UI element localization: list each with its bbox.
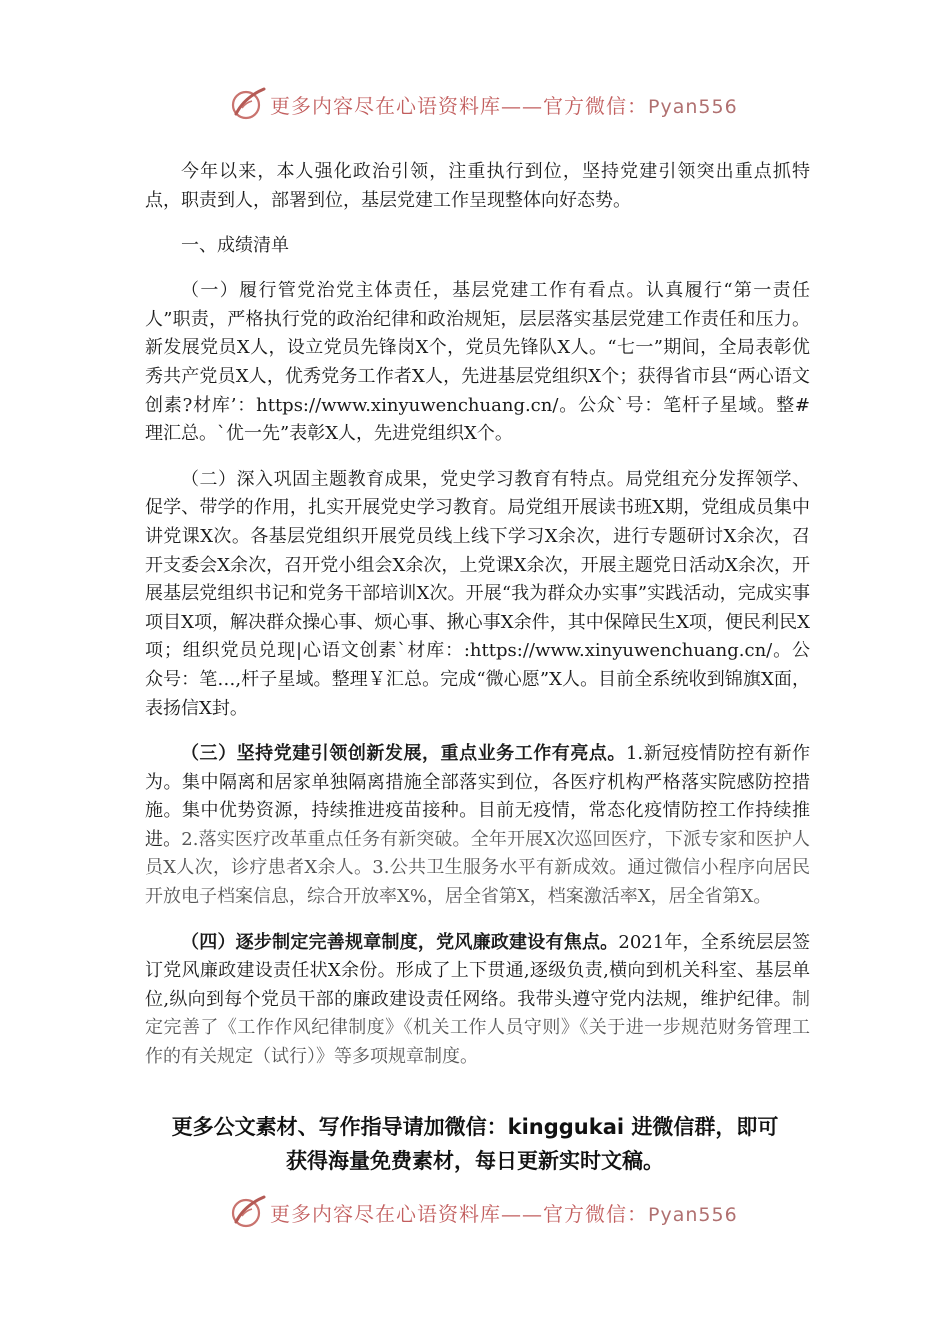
item-lead: （一）履行管党治党主体责任，基层党建工作有看点。 (181, 280, 646, 302)
section-title: 一、成绩清单 (181, 235, 289, 257)
item-paragraph-2 (145, 466, 810, 723)
item-paragraph-3 (145, 740, 810, 912)
item-body: 局党组充分发挥领学、促学、带学的作用，扎实开展党史学习教育。局党组开展读书班X期，党组成员集中讲党课X次。各基层党组织开展党员线上线下学习X余次，进行专题研讨X余次，召开支委会X余次，召开党小组会X余次，上党课X余次，开展主题党日活动X余次，开展基层党组织书记和党务干部培训X次。开展“我为群众办实事”实践活动，完成实事项目X项，解决群众操心事、烦心事、揪心事X余件，其中保障民生X项，便民利民X项；组织党员兑现|心语文创素`材库：:https://www.xinyuwenchuang.cn/。公众号：笔…,杆子星域。整理￥汇总。完成“微心愿”X人。目前全系统收到锦旗X面，表扬信X封。 (145, 468, 811, 719)
item-body: 认真履行“第一责任人”职责，严格执行党的政治纪律和政治规矩，层层落实基层党建工作责任和压力。新发展党员X人，设立党员先锋岗X个，党员先锋队X人。“七一”期间，全局表彰优秀共产党员X人，优秀党务工作者X人，先进基层党组织X个；获得省市县“两心语文创素?材库’：https://www.xinyuwenchuang.cn/。公众`号：笔杆子星域。整#理汇总。`优一先”表彰X人，先进党组织X个。 (145, 280, 811, 445)
brush-logo-icon (228, 84, 268, 124)
footer-promo-note (100, 1110, 850, 1178)
wechat-id: Pyan556 (648, 1203, 738, 1226)
item-lead: （二）深入巩固主题教育成果，党史学习教育有特点。 (181, 468, 626, 490)
brush-logo-icon (228, 1192, 268, 1232)
footer-watermark-banner (228, 1192, 748, 1232)
item-lead: （四）逐步制定完善规章制度，党风廉政建设有焦点。 (181, 931, 619, 953)
footer-line-2: 获得海量免费素材，每日更新实时文稿。 (286, 1149, 664, 1173)
item-body: 1.新冠疫情防控有新作为。集中隔离和居家单独隔离措施全部落实到位，各医疗机构严格落实院感防控措施。集中优势资源，持续推进疫苗接种。目前无疫情，常态化疫情防控工作持续推进。 (145, 743, 810, 850)
document-body (145, 158, 810, 1072)
banner-text: 更多内容尽在心语资料库——官方微信：Pyan556 (270, 1201, 738, 1226)
wechat-id: Pyan556 (648, 95, 738, 118)
item-lead: （三）坚持党建引领创新发展，重点业务工作有亮点。 (181, 743, 626, 765)
item-body-gray: 制定完善了《工作作风纪律制度》《机关工作人员守则》《关于进一步规范财务管理工作的有关规定（试行）》等多项规章制度。 (145, 988, 810, 1068)
intro-paragraph: 今年以来，本人强化政治引领，注重执行到位，坚持党建引领突出重点抓特点，职责到人，部署到位，基层党建工作呈现整体向好态势。 (145, 161, 810, 211)
item-paragraph-4 (145, 929, 810, 1072)
item-body: 2021年，全系统层层签订党风廉政建设责任状X余份。形成了上下贯通,逐级负责,横向到机关科室、基层单位,纵向到每个党员干部的廉政建设责任网络。我带头遵守党内法规，维护纪律。 (145, 931, 810, 1010)
header-watermark-banner (228, 84, 748, 124)
item-body-gray: 2.落实医疗改革重点任务有新突破。全年开展X次巡回医疗，下派专家和医护人员X人次，诊疗患者X余人。3.公共卫生服务水平有新成效。通过微信小程序向居民开放电子档案信息，综合开放率X%，居全省第X，档案激活率X，居全省第X。 (145, 828, 810, 908)
footer-line-1: 更多公文素材、写作指导请加微信：kinggukai 进微信群，即可 (171, 1115, 779, 1139)
item-paragraph-1 (145, 277, 810, 449)
banner-text: 更多内容尽在心语资料库——官方微信：Pyan556 (270, 93, 738, 118)
